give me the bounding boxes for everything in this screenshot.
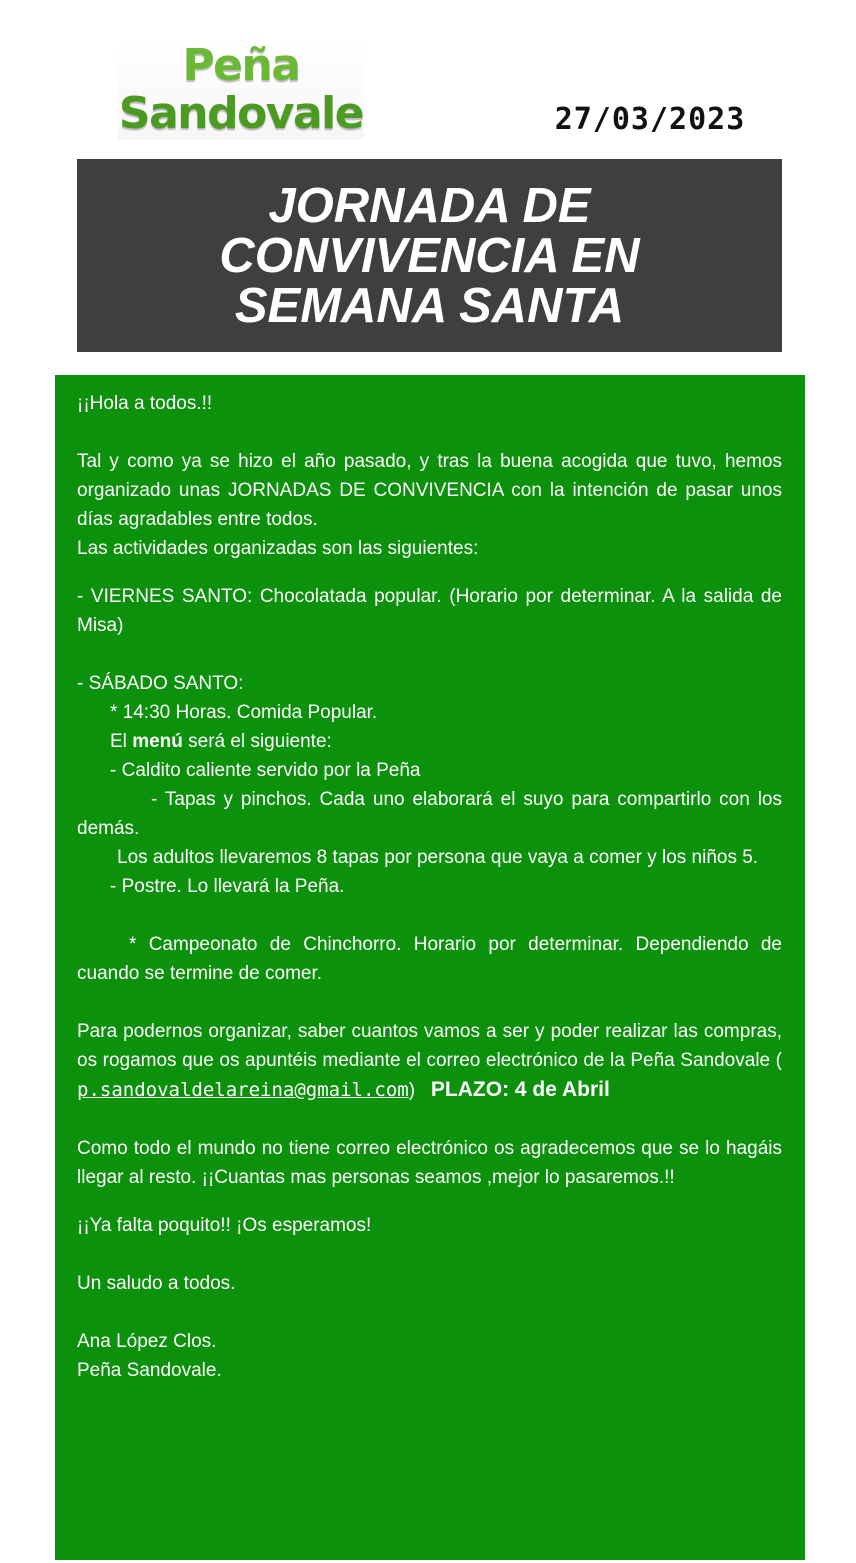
correo-note: Como todo el mundo no tiene correo electrónico os agradecemos que se lo hagáis llegar al resto. ¡¡Cuantas mas personas seamos ,mejor lo pasaremos.!! — [77, 1138, 782, 1188]
organizar-paragraph: Para podernos organizar, saber cuantos vamos a ser y poder realizar las compras, os rogamos que os apuntéis mediante el correo electrónico de la Peña Sandovale ( p.sandovaldelareina@gmail.com) PLAZO: 4 de Abril — [77, 1021, 782, 1101]
menu-item-tapas-note: Los adultos llevaremos 8 tapas por persona que vaya a comer y los niños 5. — [117, 847, 759, 868]
sabado-santo-title: - SÁBADO SANTO: — [77, 673, 244, 694]
logo-line-2: Sandovale — [118, 88, 364, 139]
plazo-deadline: PLAZO: 4 de Abril — [430, 1078, 610, 1101]
viernes-santo-item: - VIERNES SANTO: Chocolatada popular. (Horario por determinar. A la salida de Misa) — [77, 586, 782, 636]
menu-item-caldito: - Caldito caliente servido por la Peña — [110, 760, 421, 781]
message-panel — [55, 375, 805, 1560]
comida-popular-item: * 14:30 Horas. Comida Popular. — [110, 702, 378, 723]
menu-item-tapas: - Tapas y pinchos. Cada uno elaborará el suyo para compartirlo con los demás. — [77, 789, 782, 839]
greeting: ¡¡Hola a todos.!! — [77, 393, 213, 414]
signature-entity: Peña Sandovale. — [77, 1360, 222, 1381]
campeonato-item: * Campeonato de Chinchorro. Horario por determinar. Dependiendo de cuando se termine de comer. — [77, 934, 782, 984]
activities-intro: Las actividades organizadas son las siguientes: — [77, 538, 479, 559]
saludo: Un saludo a todos. — [77, 1273, 236, 1294]
intro-paragraph: Tal y como ya se hizo el año pasado, y tras la buena acogida que tuvo, hemos organizado unas JORNADAS DE CONVIVENCIA con la intención de pasar unos días agradables entre todos. — [77, 451, 782, 530]
email-link[interactable]: p.sandovaldelareina@gmail.com — [77, 1079, 409, 1101]
signature-name: Ana López Clos. — [77, 1331, 217, 1352]
message-body — [77, 389, 782, 1385]
logo-line-1: Peña — [182, 40, 300, 91]
menu-bold-word: menú — [132, 731, 183, 752]
pena-sandovale-logo — [118, 40, 364, 140]
menu-item-postre: - Postre. Lo llevará la Peña. — [110, 876, 345, 897]
menu-heading: El menú será el siguiente: — [110, 731, 332, 752]
falta-poquito: ¡¡Ya falta poquito!! ¡Os esperamos! — [77, 1215, 372, 1236]
newsletter-date: 27/03/2023 — [554, 102, 746, 137]
page-title: JORNADA DE CONVIVENCIA EN SEMANA SANTA — [219, 178, 640, 333]
title-banner — [77, 159, 782, 352]
